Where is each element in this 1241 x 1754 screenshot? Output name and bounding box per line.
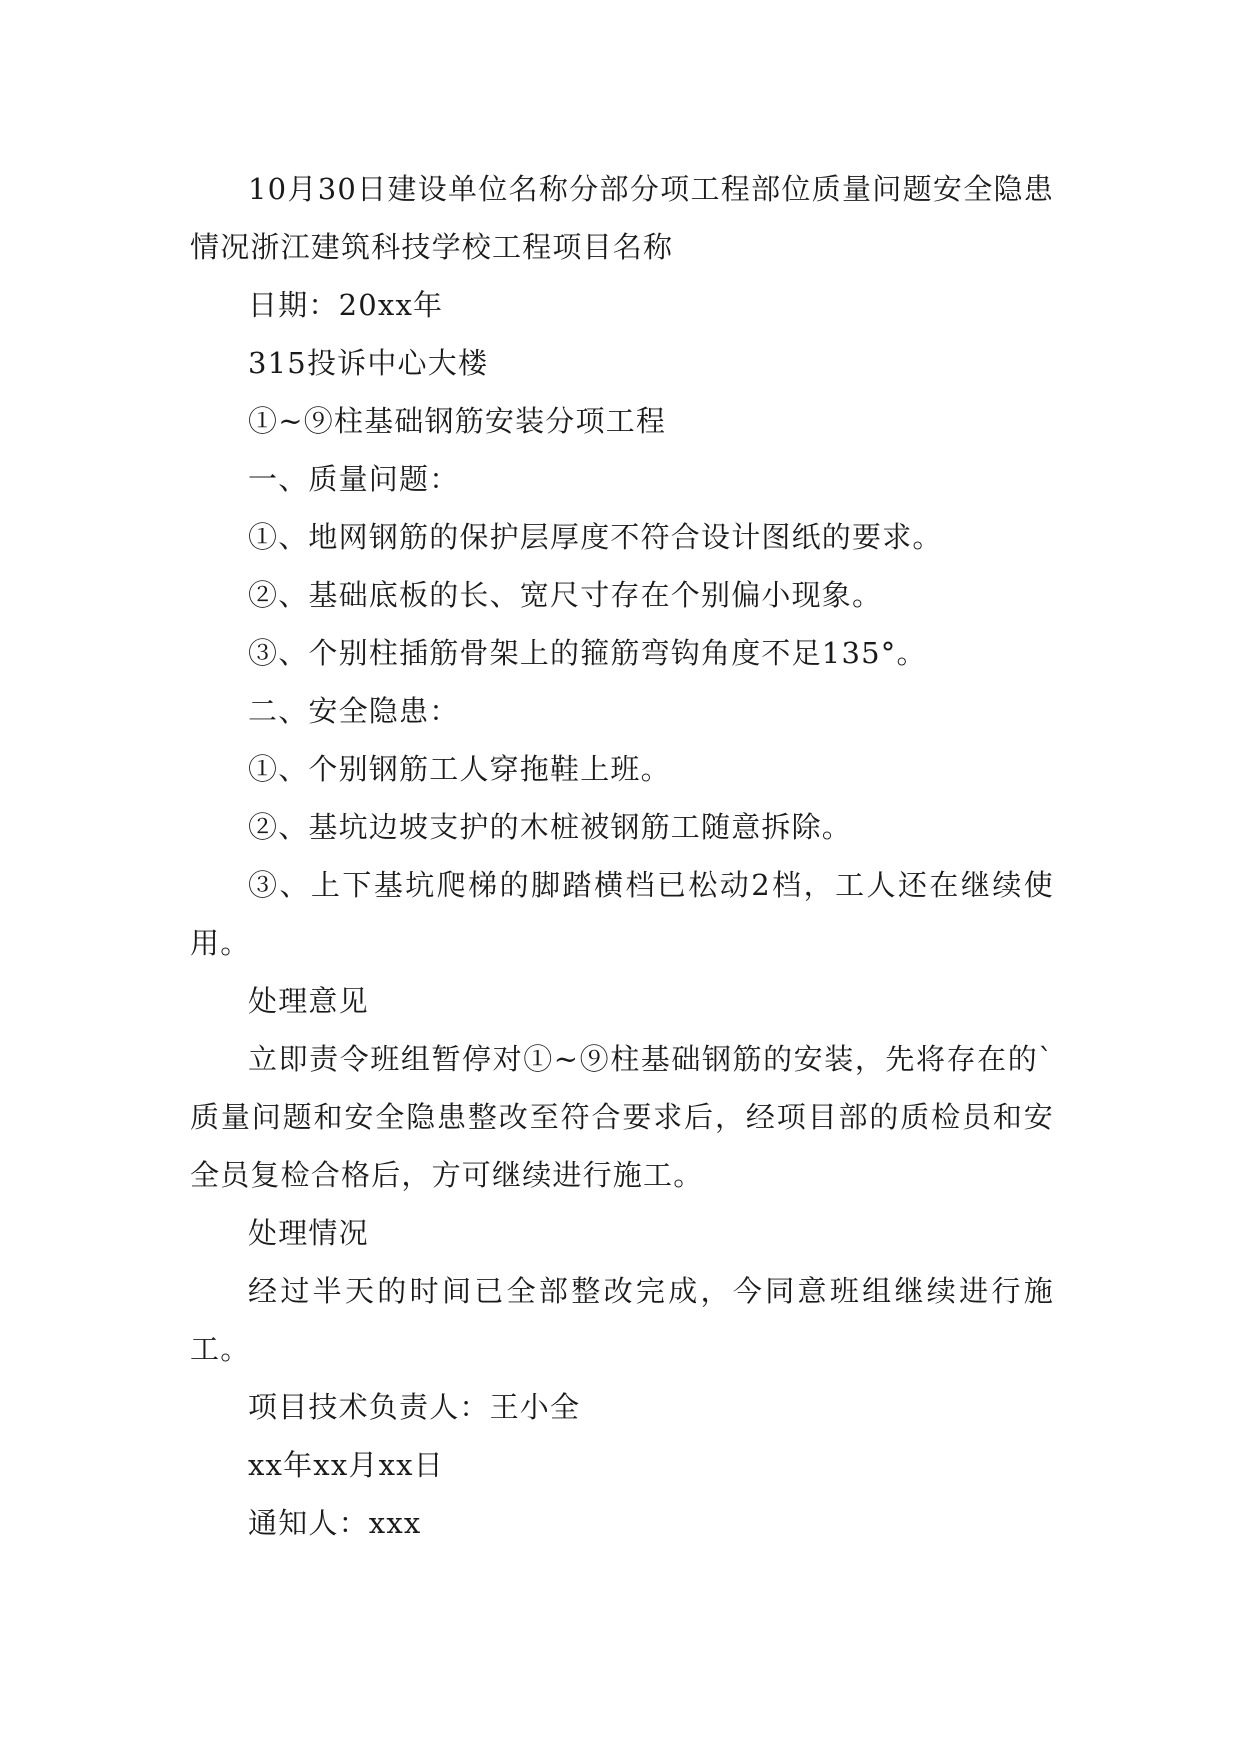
- handling-opinion-text: 立即责令班组暂停对①~⑨柱基础钢筋的安装，先将存在的`质量问题和安全隐患整改至符合要求后，经项目部的质检员和安全员复检合格后，方可继续进行施工。: [190, 1042, 1054, 1192]
- handling-status-text: 经过半天的时间已全部整改完成，今同意班组继续进行施工。: [190, 1274, 1054, 1366]
- signature-date-line: xx年xx月xx日: [248, 1448, 444, 1482]
- building-name: 315投诉中心大楼: [248, 346, 489, 380]
- header-paragraph: 10月30日建设单位名称分部分项工程部位质量问题安全隐患情况浙江建筑科技学校工程项目名称: [190, 172, 1054, 264]
- handling-status-heading: 处理情况: [248, 1216, 369, 1250]
- quality-issues-heading: 一、质量问题：: [248, 462, 460, 496]
- safety-hazard-1: ①、个别钢筋工人穿拖鞋上班。: [248, 752, 671, 786]
- notifier-line: 通知人：xxx: [248, 1506, 422, 1540]
- quality-issue-2: ②、基础底板的长、宽尺寸存在个别偏小现象。: [248, 578, 883, 612]
- project-item: ①~⑨柱基础钢筋安装分项工程: [248, 404, 667, 438]
- handling-opinion-heading: 处理意见: [248, 984, 369, 1018]
- safety-hazards-heading: 二、安全隐患：: [248, 694, 460, 728]
- quality-issue-1: ①、地网钢筋的保护层厚度不符合设计图纸的要求。: [248, 520, 943, 554]
- quality-issue-3: ③、个别柱插筋骨架上的箍筋弯钩角度不足135°。: [248, 636, 927, 670]
- technical-lead-line: 项目技术负责人：王小全: [248, 1390, 581, 1424]
- safety-hazard-2: ②、基坑边坡支护的木桩被钢筋工随意拆除。: [248, 810, 853, 844]
- date-line: 日期：20xx年: [248, 288, 444, 322]
- safety-hazard-3: ③、上下基坑爬梯的脚踏横档已松动2档，工人还在继续使用。: [190, 868, 1054, 960]
- document-page: [190, 160, 1054, 1552]
